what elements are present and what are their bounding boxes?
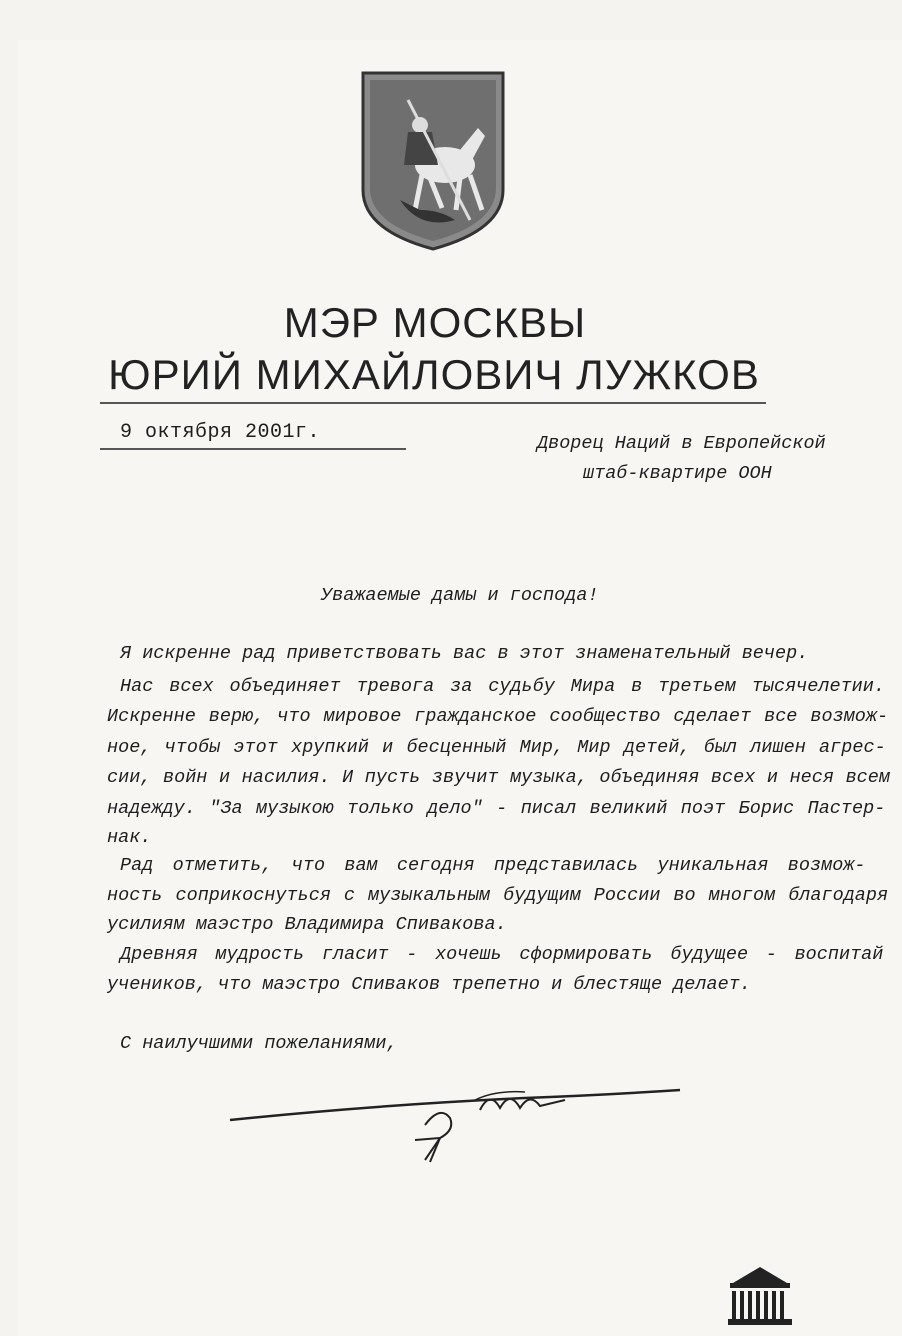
header-title: МЭР МОСКВЫ — [283, 299, 587, 346]
address-line-2: штаб-квартире ООН — [583, 463, 772, 484]
body-line: Рад отметить, что вам сегодня представилась уникальная возмож- — [120, 855, 866, 876]
header-name: ЮРИЙ МИХАЙЛОВИЧ ЛУЖКОВ — [108, 351, 760, 398]
address-line-1: Дворец Наций в Европейской — [537, 433, 826, 454]
date-underline — [100, 448, 406, 450]
body-line: Искренне верю, что мировое гражданское сообщество сделает все возмож- — [107, 706, 889, 727]
body-line: нак. — [107, 827, 152, 848]
body-line: Нас всех объединяет тревога за судьбу Мира в третьем тысячелетии. — [120, 676, 885, 697]
signature-icon — [225, 1080, 685, 1170]
letter-date: 9 октября 2001г. — [120, 421, 321, 444]
greeting: Уважаемые дамы и господа! — [321, 585, 599, 606]
moscow-coat-of-arms-icon — [360, 70, 506, 252]
body-line: ность соприкоснуться с музыкальным будущим России во многом благодаря — [107, 885, 889, 906]
body-line: Древняя мудрость гласит - хочешь сформировать будущее - воспитай — [120, 944, 884, 965]
body-line: Я искренне рад приветствовать вас в этот знаменательный вечер. — [120, 643, 809, 664]
body-line: сии, войн и насилия. И пусть звучит музыка, объединяя всех и неся всем — [107, 767, 890, 788]
closing: С наилучшими пожеланиями, — [120, 1033, 398, 1054]
body-line: надежду. "За музыкою только дело" - писал великий поэт Борис Пастер- — [107, 798, 886, 819]
body-line: усилиям маэстро Владимира Спивакова. — [107, 914, 507, 935]
header-rule — [100, 402, 766, 404]
body-line: учеников, что маэстро Спиваков трепетно и блестяще делает. — [107, 974, 751, 995]
building-logo-icon — [727, 1265, 793, 1327]
body-line: ное, чтобы этот хрупкий и бесценный Мир, Мир детей, был лишен агрес- — [107, 737, 886, 758]
